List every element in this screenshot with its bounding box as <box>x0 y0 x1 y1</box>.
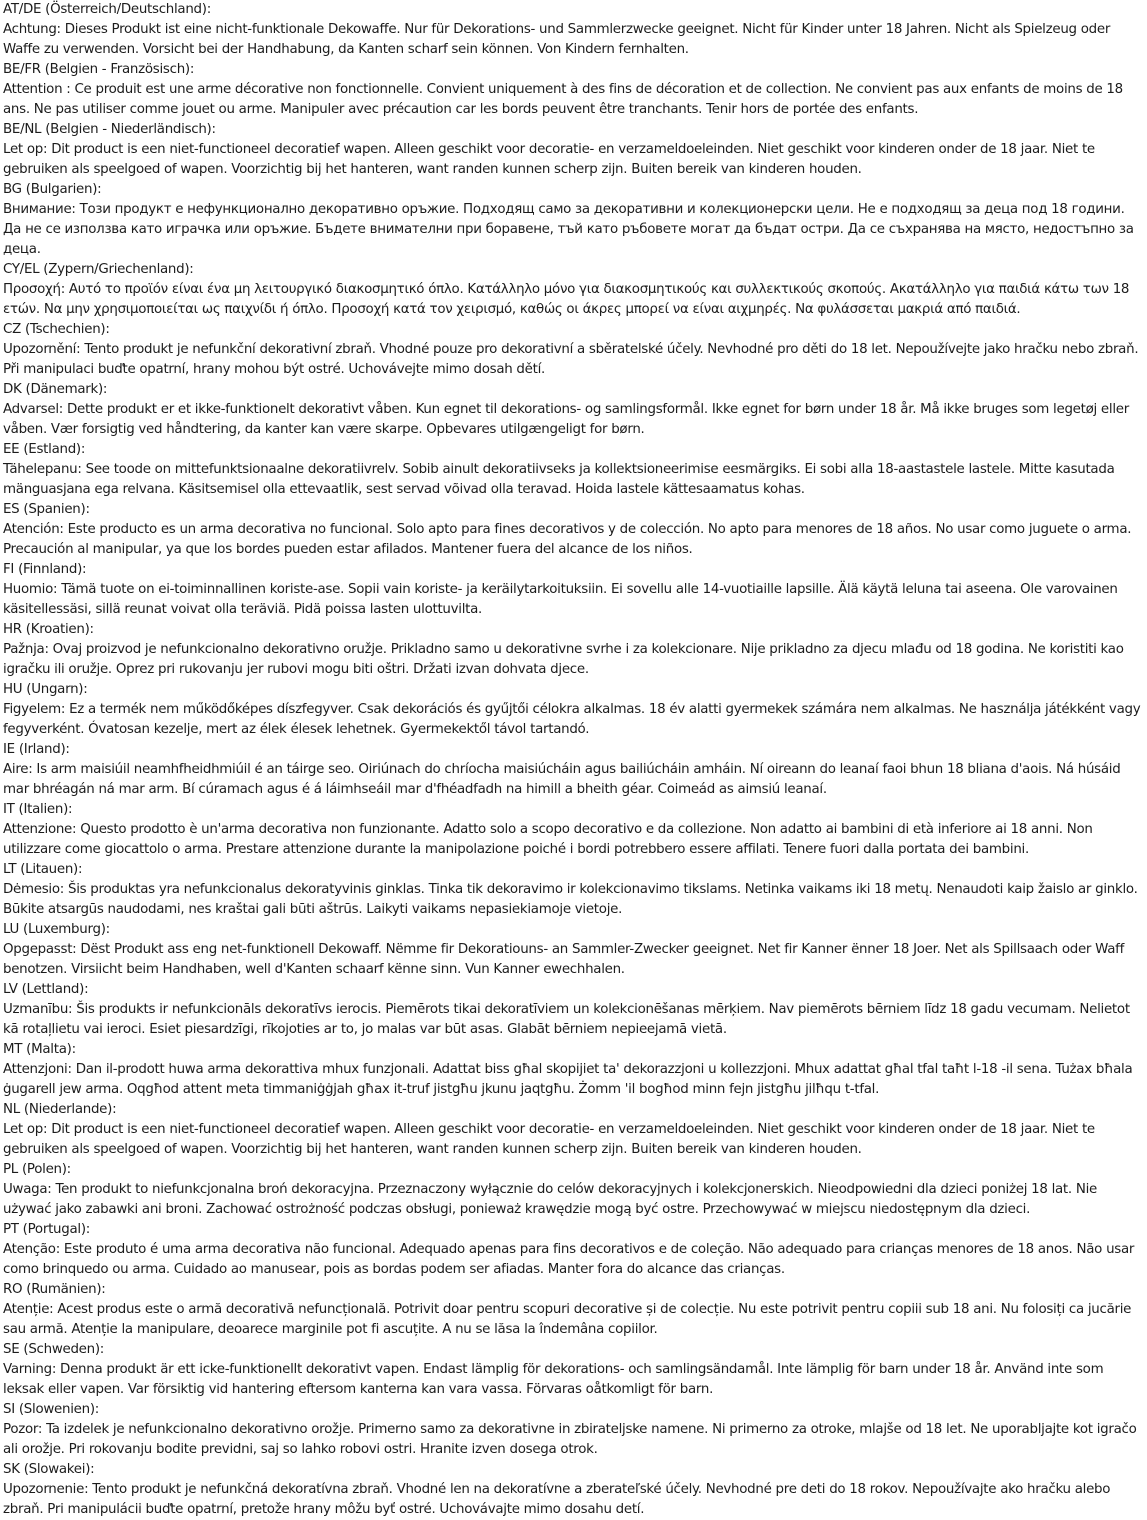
country-warning-entry <box>3 380 1144 440</box>
warning-text: Uzmanību: Šis produkts ir nefunkcionāls dekoratīvs ierocis. Piemērots tikai dekoratīviem un kolekcionēšanas mērķiem. Nav piemērots bērniem līdz 18 gadu vecumam. Nelietot kā rotaļlietu vai ieroci. Esiet piesardzīgi, rīkojoties ar to, jo malas var būt asas. Glabāt bērniem nepieejamā vietā. <box>3 1002 1130 1037</box>
warning-text: Varning: Denna produkt är ett icke-funktionellt dekorativt vapen. Endast lämplig för dekorations- och samlingsändamål. Inte lämplig för barn under 18 år. Använd inte som leksak eller vapen. Var försiktig vid hantering eftersom kanterna kan vara vassa. Förvaras oåtkomligt för barn. <box>3 1362 1104 1397</box>
warning-text: Aire: Is arm maisiúil neamhfheidhmiúil é an táirge seo. Oiriúnach do chríocha maisiúcháin agus bailiúcháin amháin. Ní oireann do leanaí faoi bhun 18 bliana d'aois. Ná húsáid mar bhréagán ná mar arm. Bí cúramach agus é á láimhseáil mar d'fhéadfadh na himill a bheith géar. Coimeád as aimsiú leanaí. <box>3 762 1121 797</box>
country-warning-entry <box>3 1040 1144 1100</box>
country-heading: BG (Bulgarien): <box>3 182 102 197</box>
warning-text: Dėmesio: Šis produktas yra nefunkcionalus dekoratyvinis ginklas. Tinka tik dekoravimo ir kolekcionavimo tikslams. Netinka vaikams iki 18 metų. Nenaudoti kaip žaislo ar ginklo. Būkite atsargūs naudodami, nes kraštai gali būti aštrūs. Laikyti vaikams nepasiekiamoje vietoje. <box>3 882 1138 917</box>
country-warning-entry <box>3 440 1144 500</box>
country-warning-entry <box>3 860 1144 920</box>
warning-text: Advarsel: Dette produkt er et ikke-funktionelt dekorativt våben. Kun egnet til dekorations- og samlingsformål. Ikke egnet for børn under 18 år. Må ikke bruges som legetøj eller våben. Vær forsigtig ved håndtering, da kanter kan være skarpe. Opbevares utilgængeligt for børn. <box>3 402 1129 437</box>
country-heading: FI (Finnland): <box>3 562 87 577</box>
warning-text: Tähelepanu: See toode on mittefunktsionaalne dekoratiivrelv. Sobib ainult dekoratiivseks ja kollektsioneerimise eesmärgiks. Ei sobi alla 18-aastastele lastele. Mitte kasutada mänguasjana ega relvana. Käsitsemisel olla ettevaatlik, sest servad võivad olla teravad. Hoida lastele kättesaamatus kohas. <box>3 462 1115 497</box>
country-warning-entry <box>3 1220 1144 1280</box>
country-heading: IT (Italien): <box>3 802 73 817</box>
country-heading: CZ (Tschechien): <box>3 322 110 337</box>
country-warning-entry <box>3 1160 1144 1220</box>
country-warning-entry <box>3 740 1144 800</box>
warning-text: Uwaga: Ten produkt to niefunkcjonalna broń dekoracyjna. Przeznaczony wyłącznie do celów dekoracyjnych i kolekcjonerskich. Nieodpowiedni dla dzieci poniżej 18 lat. Nie używać jako zabawki ani broni. Zachować ostrożność podczas obsługi, ponieważ krawędzie mogą być ostre. Przechowywać w miejscu niedostępnym dla dzieci. <box>3 1182 1097 1217</box>
country-warning-entry <box>3 680 1144 740</box>
country-heading: SE (Schweden): <box>3 1342 105 1357</box>
warning-text: Atenção: Este produto é uma arma decorativa não funcional. Adequado apenas para fins decorativos e de coleção. Não adequado para crianças menores de 18 anos. Não usar como brinquedo ou arma. Cuidado ao manusear, pois as bordas podem ser afiadas. Manter fora do alcance das crianças. <box>3 1242 1135 1277</box>
country-heading: HR (Kroatien): <box>3 622 94 637</box>
country-heading: MT (Malta): <box>3 1042 76 1057</box>
country-warning-entry <box>3 260 1144 320</box>
country-warning-entry <box>3 1460 1144 1520</box>
country-warning-entry <box>3 1100 1144 1160</box>
country-heading: BE/NL (Belgien - Niederländisch): <box>3 122 216 137</box>
warning-text: Let op: Dit product is een niet-functioneel decoratief wapen. Alleen geschikt voor decoratie- en verzameldoeleinden. Niet geschikt voor kinderen onder de 18 jaar. Niet te gebruiken als speelgoed of wapen. Voorzichtig bij het hanteren, want randen kunnen scherp zijn. Buiten bereik van kinderen houden. <box>3 1122 1095 1157</box>
country-warning-entry <box>3 500 1144 560</box>
warning-text: Let op: Dit product is een niet-functioneel decoratief wapen. Alleen geschikt voor decoratie- en verzameldoeleinden. Niet geschikt voor kinderen onder de 18 jaar. Niet te gebruiken als speelgoed of wapen. Voorzichtig bij het hanteren, want randen kunnen scherp zijn. Buiten bereik van kinderen houden. <box>3 142 1095 177</box>
country-warning-entry <box>3 0 1144 60</box>
warning-text: Προσοχή: Αυτό το προϊόν είναι ένα μη λειτουργικό διακοσμητικό όπλο. Κατάλληλο μόνο για διακοσμητικούς και συλλεκτικούς σκοπούς. Ακατάλληλο για παιδιά κάτω των 18 ετών. Να μην χρησιμοποιείται ως παιχνίδι ή όπλο. Προσοχή κατά τον χειρισμό, καθώς οι άκρες μπορεί να είναι αιχμηρές. Να φυλάσσεται μακριά από παιδιά. <box>3 282 1130 317</box>
country-heading: HU (Ungarn): <box>3 682 88 697</box>
warning-text: Pažnja: Ovaj proizvod je nefunkcionalno dekorativno oružje. Prikladno samo u dekorativne svrhe i za kolekcionare. Nije prikladno za djecu mlađu od 18 godina. Ne koristiti kao igračku ili oružje. Oprez pri rukovanju jer rubovi mogu biti oštri. Držati izvan dohvata djece. <box>3 642 1124 677</box>
warning-text: Huomio: Tämä tuote on ei-toiminnallinen koriste-ase. Sopii vain koriste- ja keräilytarkoituksiin. Ei sovellu alle 14-vuotiaille lapsille. Älä käytä leluna tai aseena. Ole varovainen käsitellessäsi, sillä reunat voivat olla teräviä. Pidä poissa lasten ulottuvilta. <box>3 582 1118 617</box>
country-warning-entry <box>3 1280 1144 1340</box>
country-heading: CY/EL (Zypern/Griechenland): <box>3 262 194 277</box>
country-heading: ES (Spanien): <box>3 502 90 517</box>
warning-text: Atenție: Acest produs este o armă decorativă nefuncțională. Potrivit doar pentru scopuri decorative și de colecție. Nu este potrivit pentru copiii sub 18 ani. Nu folosiți ca jucărie sau armă. Atenție la manipulare, deoarece marginile pot fi ascuțite. A nu se lăsa la îndemâna copiilor. <box>3 1302 1132 1337</box>
country-heading: RO (Rumänien): <box>3 1282 106 1297</box>
warning-text: Figyelem: Ez a termék nem működőképes díszfegyver. Csak dekorációs és gyűjtői célokra alkalmas. 18 év alatti gyermekek számára nem alkalmas. Ne használja játékként vagy fegyverként. Óvatosan kezelje, mert az élek élesek lehetnek. Gyermekektől távol tartandó. <box>3 702 1141 737</box>
country-heading: SK (Slowakei): <box>3 1462 95 1477</box>
country-warning-entry <box>3 920 1144 980</box>
country-heading: LT (Litauen): <box>3 862 83 877</box>
warning-text: Attention : Ce produit est une arme décorative non fonctionnelle. Convient uniquement à des fins de décoration et de collection. Ne convient pas aux enfants de moins de 18 ans. Ne pas utiliser comme jouet ou arme. Manipuler avec précaution car les bords peuvent être tranchants. Tenir hors de portée des enfants. <box>3 82 1123 117</box>
country-heading: PL (Polen): <box>3 1162 71 1177</box>
warning-text: Внимание: Този продукт е нефункционално декоративно оръжие. Подходящ само за декоративни и колекционерски цели. Не е подходящ за деца под 18 години. Да не се използва като играчка или оръжие. Бъдете внимателни при боравене, тъй като ръбовете могат да бъдат остри. Да се съхранява на място, недостъпно за деца. <box>3 202 1134 257</box>
country-heading: PT (Portugal): <box>3 1222 91 1237</box>
country-warning-entry <box>3 800 1144 860</box>
warning-text: Upozornenie: Tento produkt je nefunkčná dekoratívna zbraň. Vhodné len na dekoratívne a zberateľské účely. Nevhodné pre deti do 18 rokov. Nepoužívajte ako hračku alebo zbraň. Pri manipulácii buďte opatrní, pretože hrany môžu byť ostré. Uchovávajte mimo dosahu detí. <box>3 1482 1111 1517</box>
country-warning-entry <box>3 60 1144 120</box>
country-warning-entry <box>3 980 1144 1040</box>
warning-text: Opgepasst: Dëst Produkt ass eng net-funktionell Dekowaff. Nëmme fir Dekoratiouns- an Sammler-Zwecker geeignet. Net fir Kanner ënner 18 Joer. Net als Spillsaach oder Waff benotzen. Virsiicht beim Handhaben, well d'Kanten schaarf kënne sinn. Vun Kanner ewechhalen. <box>3 942 1125 977</box>
country-warning-entry <box>3 1340 1144 1400</box>
country-heading: IE (Irland): <box>3 742 70 757</box>
country-warning-entry <box>3 1400 1144 1460</box>
country-heading: EE (Estland): <box>3 442 86 457</box>
warning-text: Achtung: Dieses Produkt ist eine nicht-funktionale Dekowaffe. Nur für Dekorations- und Sammlerzwecke geeignet. Nicht für Kinder unter 18 Jahren. Nicht als Spielzeug oder Waffe zu verwenden. Vorsicht bei der Handhabung, da Kanten scharf sein können. Von Kindern fernhalten. <box>3 22 1111 57</box>
country-warning-entry <box>3 560 1144 620</box>
country-heading: LU (Luxemburg): <box>3 922 110 937</box>
country-heading: AT/DE (Österreich/Deutschland): <box>3 2 211 17</box>
warning-text: Pozor: Ta izdelek je nefunkcionalno dekorativno orožje. Primerno samo za dekorativne in zbirateljske namene. Ni primerno za otroke, mlajše od 18 let. Ne uporabljajte kot igračo ali orožje. Pri rokovanju bodite previdni, saj so lahko robovi ostri. Hranite izven dosega otrok. <box>3 1422 1137 1457</box>
country-heading: DK (Dänemark): <box>3 382 108 397</box>
warning-text: Atención: Este producto es un arma decorativa no funcional. Solo apto para fines decorativos y de colección. No apto para menores de 18 años. No usar como juguete o arma. Precaución al manipular, ya que los bordes pueden estar afilados. Mantener fuera del alcance de los niños. <box>3 522 1132 557</box>
warning-text: Attenzjoni: Dan il-prodott huwa arma dekorattiva mhux funzjonali. Adattat biss għal skopijiet ta' dekorazzjoni u kollezzjoni. Mhux adattat għal tfal taħt l-18 -il sena. Tużax bħala ġugarell jew arma. Oqgħod attent meta timmaniġġjah għax it-truf jistgħu jkunu jaqtgħu. Żomm 'il bogħod minn fejn jistgħu jilħqu t-tfal. <box>3 1062 1133 1097</box>
country-heading: BE/FR (Belgien - Französisch): <box>3 62 195 77</box>
warning-text: Upozornění: Tento produkt je nefunkční dekorativní zbraň. Vhodné pouze pro dekorativní a sběratelské účely. Nevhodné pro děti do 18 let. Nepoužívejte jako hračku nebo zbraň. Při manipulaci buďte opatrní, hrany mohou být ostré. Uchovávejte mimo dosah dětí. <box>3 342 1139 377</box>
country-warning-entry <box>3 320 1144 380</box>
country-warning-entry <box>3 180 1144 260</box>
country-heading: SI (Slowenien): <box>3 1402 100 1417</box>
country-heading: NL (Niederlande): <box>3 1102 117 1117</box>
warning-text: Attenzione: Questo prodotto è un'arma decorativa non funzionante. Adatto solo a scopo decorativo e da collezione. Non adatto ai bambini di età inferiore ai 18 anni. Non utilizzare come giocattolo o arma. Prestare attenzione durante la manipolazione poiché i bordi potrebbero essere affilati. Tenere fuori dalla portata dei bambini. <box>3 822 1093 857</box>
warning-document <box>3 0 1144 1520</box>
country-warning-entry <box>3 620 1144 680</box>
country-heading: LV (Lettland): <box>3 982 89 997</box>
country-warning-entry <box>3 120 1144 180</box>
